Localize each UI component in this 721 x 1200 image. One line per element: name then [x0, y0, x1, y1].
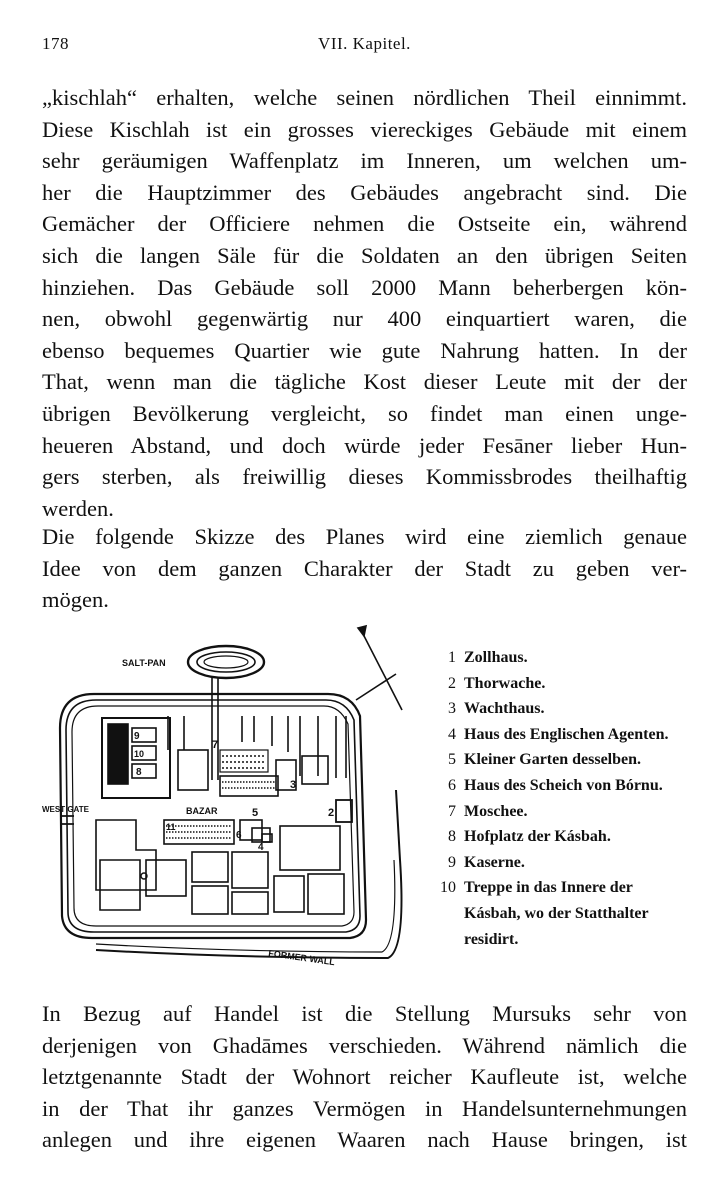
text-line: Idee von dem ganzen Charakter der Stadt zu geben ver- — [42, 555, 687, 581]
text-line: mögen. — [42, 587, 109, 613]
page-header — [42, 34, 687, 58]
map-number: 5 — [252, 807, 259, 819]
map-number: 10 — [134, 749, 145, 759]
text-line: Diese Kischlah ist ein grosses viereckiges Gebäude mit einem — [42, 116, 687, 142]
legend-item: 8 Hofplatz der Kásbah. — [448, 828, 611, 846]
map-number: 7 — [212, 739, 219, 751]
map-number: 3 — [290, 779, 297, 791]
legend-item: 2 Thorwache. — [448, 674, 546, 692]
map-number: 6 — [236, 830, 242, 841]
text-line: hinziehen. Das Gebäude soll 2000 Mann beherbergen kön- — [42, 274, 687, 300]
text-line: gers sterben, als freiwillig dieses Kommissbrodes theilhaftig — [42, 464, 687, 490]
legend-item: 4 Haus des Englischen Agenten. — [448, 725, 669, 743]
text-line: sehr geräumigen Waffenplatz im Inneren, um welchen um- — [42, 148, 687, 174]
text-line: derjenigen von Ghadāmes verschieden. Während nämlich die — [42, 1032, 687, 1058]
text-line: sich die langen Säle für die Soldaten an den übrigen Seiten — [42, 242, 687, 268]
map-number: 4 — [258, 842, 264, 853]
legend-item: 10 Treppe in das Innere der Kásbah, wo der Statthalter residirt. — [440, 879, 649, 948]
west-gate-label: WEST GATE — [42, 805, 89, 814]
town-plan-figure — [36, 620, 416, 980]
legend-item: 6 Haus des Scheich von Bórnu. — [448, 776, 663, 794]
bazar-label: BAZAR — [186, 806, 218, 816]
text-line: her die Hauptzimmer des Gebäudes angebracht sind. Die — [42, 179, 687, 205]
text-line: heueren Abstand, und doch würde jeder Fesāner lieber Hun- — [42, 432, 687, 458]
paragraph-handel — [42, 998, 687, 1156]
town-plan-sketch — [36, 620, 416, 980]
text-line: That, wenn man die tägliche Kost dieser Leute mit der der — [42, 369, 687, 395]
former-wall-label: FORMER WALL — [267, 948, 336, 968]
map-number: 11 — [166, 822, 176, 832]
paragraph-kischlah — [42, 82, 687, 524]
north-arrow-icon — [362, 632, 402, 710]
text-line: Die folgende Skizze des Planes wird eine ziemlich genaue — [42, 524, 687, 549]
text-line: werden. — [42, 495, 114, 521]
text-line: „kischlah“ erhalten, welche seinen nördlichen Theil einnimmt. — [42, 85, 687, 110]
legend-item: 5 Kleiner Garten desselben. — [448, 751, 642, 769]
town-wall-outline — [60, 694, 366, 938]
salt-pan-label: SALT-PAN — [122, 658, 166, 668]
text-line: In Bezug auf Handel ist die Stellung Mursuks sehr von — [42, 1001, 687, 1026]
text-line: nen, obwohl gegenwärtig nur 400 einquartiert waren, die — [42, 306, 687, 332]
text-line: anlegen und ihre eigenen Waaren nach Hause bringen, ist — [42, 1127, 687, 1153]
plan-legend — [430, 645, 700, 952]
text-line: übrigen Bevölkerung vergleicht, so findet man einen unge- — [42, 400, 687, 426]
map-number: 2 — [328, 807, 335, 819]
legend-item: 7 Moschee. — [448, 802, 528, 820]
southern-blocks — [96, 820, 344, 914]
text-line: ebenso bequemes Quartier wie gute Nahrung hatten. In der — [42, 337, 687, 363]
map-number: 8 — [136, 767, 142, 778]
salt-pan-shape — [188, 646, 264, 678]
map-number: 9 — [134, 731, 140, 742]
text-line: letztgenannte Stadt der Wohnort reicher Kaufleute ist, welche — [42, 1064, 687, 1090]
legend-item: 3 Wachthaus. — [448, 700, 545, 718]
east-gate-block — [336, 800, 352, 822]
text-line: Gemächer der Officiere nehmen die Ostseite ein, während — [42, 211, 687, 237]
legend-item: 9 Kaserne. — [448, 853, 525, 871]
chapter-title: VII. Kapitel. — [318, 34, 411, 53]
page-number: 178 — [42, 34, 69, 53]
legend-item: 1 Zollhaus. — [448, 649, 528, 666]
text-line: in der That ihr ganzes Vermögen in Handelsunternehmungen — [42, 1095, 687, 1121]
north-arrow-head-icon — [358, 626, 366, 636]
paragraph-skizze — [42, 521, 687, 616]
